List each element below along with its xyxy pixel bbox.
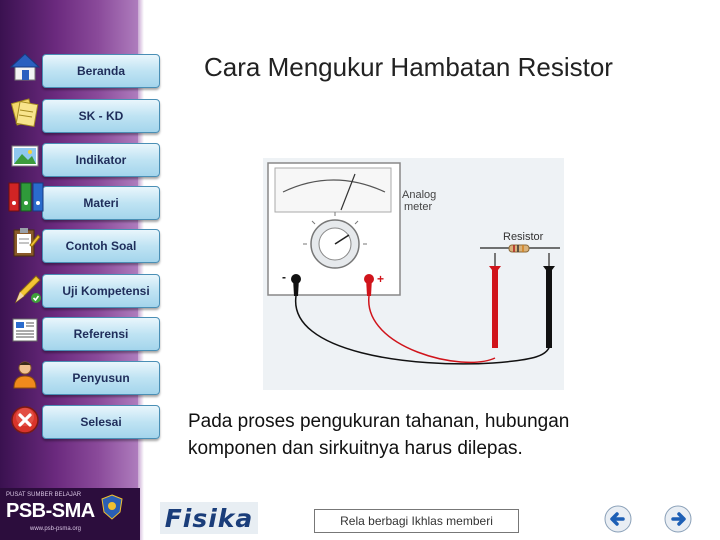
slide-caption: [188, 408, 708, 462]
psb-sma-logo: [0, 488, 140, 540]
page-title: Cara Mengukur Hambatan Resistor: [204, 52, 613, 82]
multimeter-figure: [263, 158, 564, 390]
sidebar-item-label: Referensi: [73, 327, 129, 341]
home-icon[interactable]: [8, 50, 42, 84]
sidebar-item-label: SK - KD: [78, 109, 124, 123]
pencil-icon[interactable]: [8, 272, 42, 306]
black-plug: [293, 278, 299, 296]
sidebar-item-label: Uji Kompetensi: [62, 284, 150, 298]
landscape-icon[interactable]: [8, 139, 42, 173]
plus-sign: +: [377, 272, 385, 286]
sidebar-item-uji-kompetensi[interactable]: [42, 274, 160, 308]
arrow-right-icon: [663, 504, 693, 534]
sidebar-item-label: Selesai: [80, 415, 122, 429]
close-icon[interactable]: [8, 403, 42, 437]
sidebar-item-label: Indikator: [75, 153, 127, 167]
binders-icon[interactable]: [6, 180, 46, 214]
resistor-body: [509, 245, 529, 252]
sidebar-item-contoh-soal[interactable]: [42, 229, 160, 263]
emblem-icon: [100, 494, 124, 520]
sidebar-item-referensi[interactable]: [42, 317, 160, 351]
next-button[interactable]: [663, 504, 693, 534]
fisika-logo: [160, 502, 258, 534]
minus-sign: -: [282, 270, 286, 284]
sidebar-item-indikator[interactable]: [42, 143, 160, 177]
sidebar-item-label: Materi: [83, 196, 119, 210]
sidebar-item-sk-kd[interactable]: [42, 99, 160, 133]
multimeter-diagram: [263, 158, 564, 390]
fisika-text: Fisika: [164, 503, 254, 533]
meter-label-meter: meter: [404, 201, 433, 213]
meter-scale: [275, 168, 391, 212]
black-probe: [543, 266, 555, 348]
logo-text: PSB-SMA: [6, 500, 95, 522]
sidebar-item-penyusun[interactable]: [42, 361, 160, 395]
clipboard-icon[interactable]: [8, 225, 42, 259]
resistor-label: Resistor: [503, 231, 544, 243]
sidebar-item-label: Contoh Soal: [65, 239, 137, 253]
caption-line-1: Pada proses pengukuran tahanan, hubungan: [188, 411, 570, 432]
person-icon[interactable]: [8, 357, 42, 391]
sidebar-item-label: Penyusun: [72, 371, 130, 385]
sidebar-item-selesai[interactable]: [42, 405, 160, 439]
red-wire: [369, 296, 495, 362]
red-plug: [366, 278, 372, 296]
sidebar-item-beranda[interactable]: [42, 54, 160, 88]
caption-line-2: komponen dan sirkuitnya harus dilepas.: [188, 438, 523, 459]
sidebar-item-materi[interactable]: [42, 186, 160, 220]
logo-caption: PUSAT SUMBER BELAJAR: [6, 492, 82, 498]
red-probe: [489, 266, 501, 348]
motto-box: [314, 509, 519, 533]
logo-url: www.psb-psma.org: [30, 526, 82, 532]
notes-icon[interactable]: [8, 95, 42, 129]
motto-text: Rela berbagi Ikhlas memberi: [340, 514, 493, 528]
meter-label-analog: Analog: [402, 189, 437, 201]
sidebar-item-label: Beranda: [76, 64, 126, 78]
newspaper-icon[interactable]: [8, 313, 42, 347]
prev-button[interactable]: [603, 504, 633, 534]
arrow-left-icon: [603, 504, 633, 534]
